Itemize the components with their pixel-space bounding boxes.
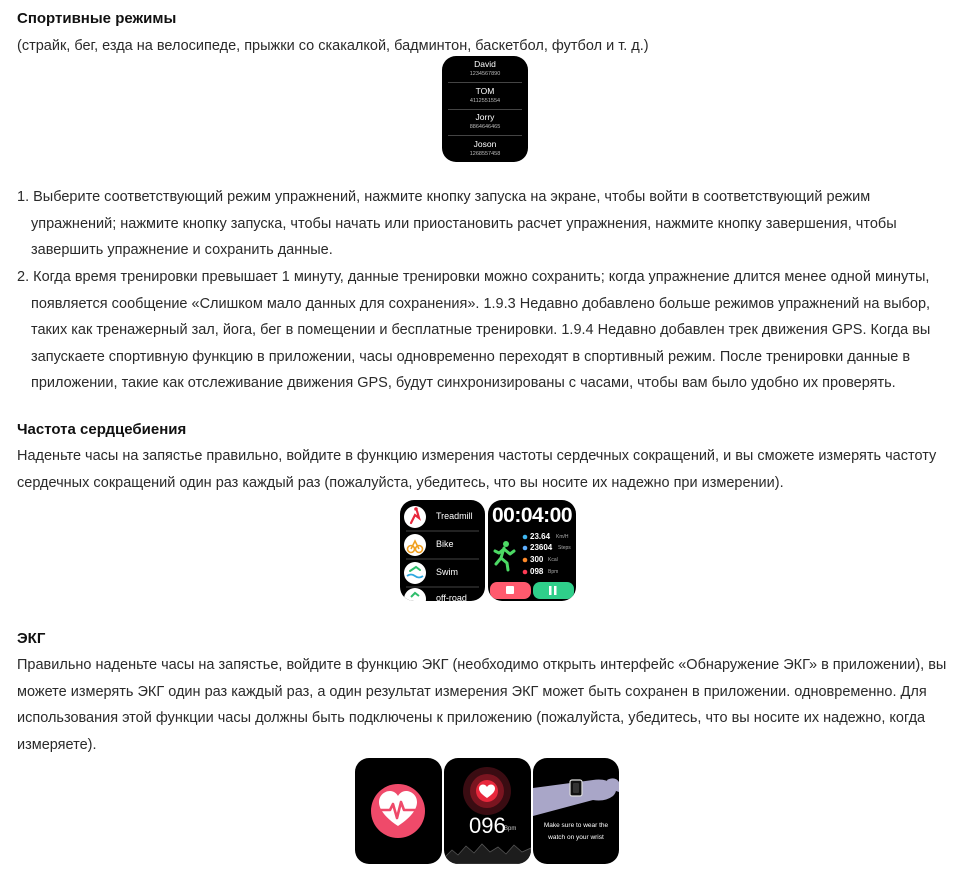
stat-unit: Kcal [548,557,558,563]
contact-name: TOM [475,86,495,96]
steps-icon [523,546,528,551]
contact-number: 1234567890 [469,71,501,77]
stat-value: 23604 [530,543,553,552]
heart-icon [523,570,528,575]
ecg-bpm-watch-screen [444,758,531,864]
sport-list-item-2: 2. Когда время тренировки превышает 1 минуту, данные тренировки можно сохранить; когда упражнение длится менее одной минуты, появляется сообщение «Слишком мало данных для сохранения». 1.9.3 Недавно добавлено больше режимов упражнений на выбор, таких как тренажерный зал, йога, бег в помещении и бесплатные тренировки. 1.9.4 Недавно добавлен трек движения GPS. Когда вы запускаете спортивную функцию в приложении, часы одновременно переходят в спортивный режим. После тренировки данные в приложении, такие как отслеживание движения GPS, будут синхронизированы с часами, чтобы вам было удобно их проверять. [17,269,931,391]
stat-unit: Km/H [556,534,569,540]
running-person-icon [495,541,514,570]
contact-number: 8864646465 [469,124,501,130]
contact-number: 4112551554 [469,98,501,104]
sport-subtitle: (страйк, бег, езда на велосипеде, прыжки со скакалкой, бадминтон, баскетбол, футбол и т. д.) [17,38,649,54]
speed-icon [523,535,528,540]
heart-text: Наденьте часы на запястье правильно, войдите в функцию измерения частоты сердечных сокращений, и вы сможете измерять частоту сердечных сокращений один раз каждый раз (пожалуйста, убедитесь, что вы носите их надежно при измерении). [17,448,937,491]
workout-timer: 00:04:00 [491,504,573,527]
contact-name: David [474,59,496,69]
wrist-instruction-line2: watch on your wrist [548,834,604,841]
bpm-value: 096 [469,813,506,838]
wrist-instruction-line1: Make sure to wear the [543,822,609,829]
contacts-watch-screen [442,56,528,162]
sport-menu-watch-screen [400,500,485,601]
ecg-bpm-graphics [444,758,531,864]
divider [448,135,522,136]
stat-unit: Steps [558,545,571,551]
stat-unit: Bpm [548,569,559,575]
sport-menu-item: off-road [436,593,467,601]
sport-menu-item: Treadmill [436,511,473,521]
stat-value: 300 [530,555,544,564]
stat-value: 098 [530,567,544,576]
stat-value: 23.64 [530,532,551,541]
wrist-illustration [533,758,619,864]
divider [448,82,522,83]
bpm-unit: Bpm [504,826,517,832]
sport-menu-item: Bike [436,539,454,549]
ecg-wrist-watch-screen [533,758,619,864]
workout-watch-screen [488,500,576,601]
contact-name: Jorry [475,112,495,122]
ecg-title: ЭКГ [17,630,46,647]
sport-menu-item: Swim [436,567,458,577]
contact-number: 1268557458 [469,151,501,157]
sport-title: Спортивные режимы [17,10,177,27]
contact-name: Joson [473,139,497,149]
ecg-text: Правильно наденьте часы на запястье, войдите в функцию ЭКГ (необходимо открыть интерфейс «Обнаружение ЭКГ» в приложении), вы можете измерять ЭКГ один раз каждый раз, а один результат измерения ЭКГ может быть сохранен в приложении. одновременно. Для использования этой функции часы должны быть подключены к приложению (пожалуйста, убедитесь, что вы носите их надежно, когда измеряете). [17,657,947,753]
heart-title: Частота сердцебиения [17,421,187,438]
fire-icon [523,558,528,563]
divider [448,109,522,110]
ecg-heart-watch-screen [355,758,442,864]
pause-button-bg [533,582,574,599]
stop-icon [506,586,514,594]
sport-list-item-1: 1. Выберите соответствующий режим упражнений, нажмите кнопку запуска на экране, чтобы войти в соответствующий режим упражнений; нажмите кнопку запуска, чтобы начать или приостановить расчет упражнения, нажмите кнопку завершения, чтобы завершить упражнение и сохранить данные. [17,189,897,258]
pause-icon [549,586,552,595]
ecg-heart-icon [355,758,442,864]
